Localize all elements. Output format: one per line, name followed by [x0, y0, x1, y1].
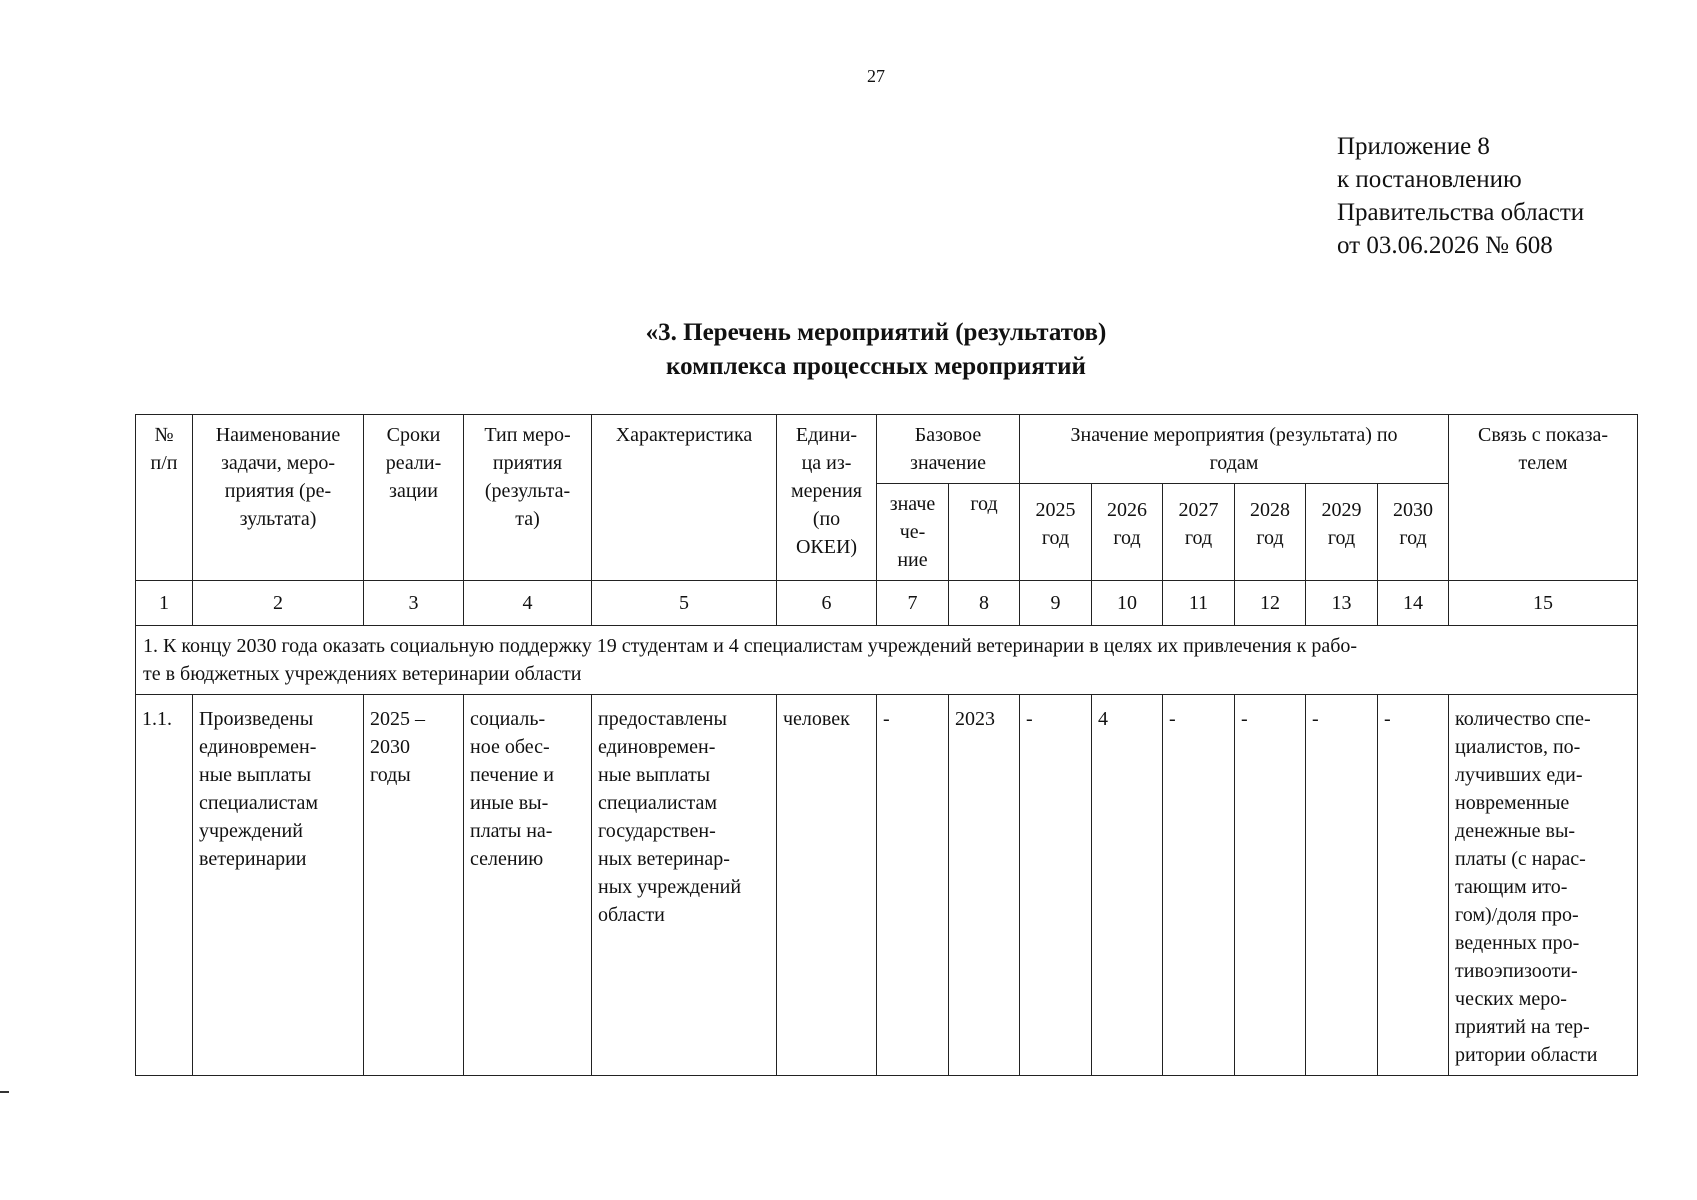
header-row-1	[136, 415, 1638, 484]
header-year-2030: 2030 год	[1378, 484, 1449, 581]
table-row	[136, 695, 1638, 1076]
appendix-block	[1337, 130, 1584, 262]
column-number: 1	[136, 581, 193, 626]
header-year-2029: 2029 год	[1306, 484, 1378, 581]
row-terms: 2025 – 2030 годы	[364, 695, 464, 1076]
row-link: количество спе- циалистов, по- лучивших еди- новременные денежные вы- платы (с нарас- тающим ито- гом)/доля про- веденных про- тивоэпизооти- ческих меро- приятий на тер- ритории области	[1449, 695, 1638, 1076]
appendix-line-3: Правительства области	[1337, 199, 1585, 226]
row-name: Произведены единовремен- ные выплаты специалистам учреждений ветеринарии	[193, 695, 364, 1076]
header-characteristic: Характеристика	[592, 415, 777, 581]
header-year-2028: 2028 год	[1235, 484, 1306, 581]
row-unit: человек	[777, 695, 877, 1076]
header-unit: Едини- ца из- мерения (по ОКЕИ)	[777, 415, 877, 581]
column-number: 14	[1378, 581, 1449, 626]
header-type: Тип меро- приятия (результа- та)	[464, 415, 592, 581]
header-year-2025: 2025 год	[1020, 484, 1092, 581]
header-year-2027: 2027 год	[1163, 484, 1235, 581]
row-characteristic: предоставлены единовремен- ные выплаты специалистам государствен- ных ветеринар- ных учреждений области	[592, 695, 777, 1076]
column-number: 3	[364, 581, 464, 626]
column-number: 9	[1020, 581, 1092, 626]
row-value-2030: -	[1378, 695, 1449, 1076]
task-row	[136, 626, 1638, 695]
row-num: 1.1.	[136, 695, 193, 1076]
column-number: 5	[592, 581, 777, 626]
column-number: 10	[1092, 581, 1163, 626]
row-value-2029: -	[1306, 695, 1378, 1076]
task-text: 1. К концу 2030 года оказать социальную поддержку 19 студентам и 4 специалистам учреждений ветеринарии в целях их привлечения к рабо- те в бюджетных учреждениях ветеринарии области	[136, 626, 1638, 695]
row-base-value: -	[877, 695, 949, 1076]
column-number: 13	[1306, 581, 1378, 626]
appendix-line-4: от 03.06.2026 № 608	[1337, 232, 1553, 259]
row-base-year: 2023	[949, 695, 1020, 1076]
page-number: 27	[867, 66, 885, 86]
document-title	[0, 316, 1697, 384]
header-base-group: Базовое значение	[877, 415, 1020, 484]
column-number: 15	[1449, 581, 1638, 626]
measures-table	[135, 414, 1638, 1076]
column-number: 6	[777, 581, 877, 626]
title-line-2: комплекса процессных мероприятий	[666, 353, 1086, 380]
column-number: 2	[193, 581, 364, 626]
row-value-2026: 4	[1092, 695, 1163, 1076]
column-number: 4	[464, 581, 592, 626]
row-value-2027: -	[1163, 695, 1235, 1076]
header-num: № п/п	[136, 415, 193, 581]
header-values-group: Значение мероприятия (результата) по годам	[1020, 415, 1449, 484]
header-terms: Сроки реали- зации	[364, 415, 464, 581]
column-number: 12	[1235, 581, 1306, 626]
header-year-2026: 2026 год	[1092, 484, 1163, 581]
row-value-2028: -	[1235, 695, 1306, 1076]
appendix-line-2: к постановлению	[1337, 166, 1522, 193]
header-name: Наименование задачи, меро- приятия (ре- зультата)	[193, 415, 364, 581]
title-line-1: «3. Перечень мероприятий (результатов)	[645, 319, 1107, 346]
column-numbers-row	[136, 581, 1638, 626]
header-link: Связь с показа- телем	[1449, 415, 1638, 581]
margin-mark	[0, 1091, 9, 1093]
header-base-value: значе че- ние	[877, 484, 949, 581]
header-base-year: год	[949, 484, 1020, 581]
row-value-2025: -	[1020, 695, 1092, 1076]
column-number: 8	[949, 581, 1020, 626]
column-number: 7	[877, 581, 949, 626]
column-number: 11	[1163, 581, 1235, 626]
appendix-line-1: Приложение 8	[1337, 133, 1490, 160]
row-type: социаль- ное обес- печение и иные вы- платы на- селению	[464, 695, 592, 1076]
